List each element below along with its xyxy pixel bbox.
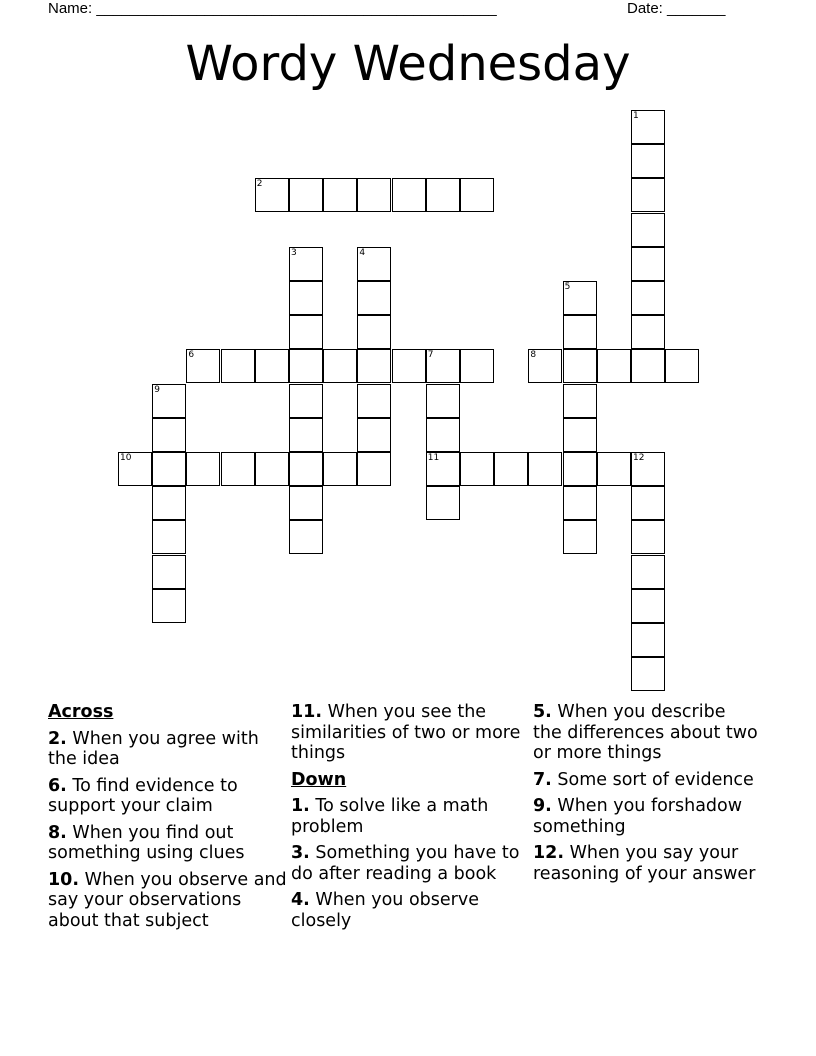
clues-column-1 <box>48 702 288 937</box>
grid-cell[interactable] <box>289 315 323 349</box>
grid-cell[interactable] <box>152 555 186 589</box>
grid-cell[interactable] <box>289 349 323 383</box>
grid-cell[interactable] <box>460 349 494 383</box>
clue-number: 6 <box>188 350 195 361</box>
grid-cell[interactable] <box>221 452 255 486</box>
clue-number: 9 <box>154 384 160 395</box>
grid-cell[interactable] <box>631 349 665 383</box>
clues-column-2 <box>291 702 531 937</box>
grid-cell[interactable] <box>631 315 665 349</box>
clue-down-12: 12. When you say your reasoning of your answer <box>533 843 756 884</box>
grid-cell[interactable] <box>426 384 460 418</box>
grid-cell[interactable] <box>152 418 186 452</box>
grid-cell[interactable] <box>426 418 460 452</box>
grid-cell[interactable] <box>631 520 665 554</box>
clue-across-6: 6. To find evidence to support your claim <box>48 775 238 816</box>
grid-cell[interactable] <box>152 486 186 520</box>
grid-cell[interactable] <box>631 589 665 623</box>
grid-cell[interactable] <box>323 452 357 486</box>
grid-cell[interactable] <box>289 281 323 315</box>
grid-cell[interactable] <box>323 178 357 212</box>
clue-number: 8 <box>530 350 537 361</box>
grid-cell[interactable] <box>221 349 255 383</box>
clue-down-1: 1. To solve like a math problem <box>291 796 489 837</box>
grid-cell[interactable] <box>152 520 186 554</box>
grid-cell[interactable] <box>631 281 665 315</box>
clue-number: 12 <box>633 453 645 463</box>
grid-cell[interactable] <box>631 144 665 178</box>
clue-number: 1 <box>633 111 639 121</box>
grid-cell[interactable] <box>289 452 323 486</box>
across-heading: Across <box>48 702 114 722</box>
grid-cell[interactable] <box>357 384 391 418</box>
grid-cell[interactable] <box>563 384 597 418</box>
grid-cell[interactable] <box>357 452 391 486</box>
date-field[interactable]: Date: _______ <box>627 0 726 17</box>
grid-cell[interactable] <box>289 520 323 554</box>
grid-cell[interactable] <box>563 486 597 520</box>
clue-down-5: 5. When you describe the differences about two or more things <box>533 702 758 763</box>
clue-down-9: 9. When you forshadow something <box>533 796 743 837</box>
grid-cell[interactable] <box>255 452 289 486</box>
clue-number: 7 <box>427 350 434 361</box>
clue-number: 3 <box>291 247 297 258</box>
grid-cell[interactable] <box>563 418 597 452</box>
grid-cell[interactable] <box>392 178 426 212</box>
grid-cell[interactable] <box>563 452 597 486</box>
grid-cell[interactable] <box>563 349 597 383</box>
clue-across-8: 8. When you find out something using clues <box>48 822 245 863</box>
grid-cell[interactable] <box>528 452 562 486</box>
grid-cell[interactable] <box>460 178 494 212</box>
grid-cell[interactable] <box>289 418 323 452</box>
grid-cell[interactable] <box>631 657 665 691</box>
clue-number: 10 <box>120 453 132 463</box>
grid-cell[interactable] <box>460 452 494 486</box>
grid-cell[interactable] <box>357 178 391 212</box>
grid-cell[interactable] <box>357 315 391 349</box>
grid-cell[interactable] <box>323 349 357 383</box>
grid-cell[interactable] <box>631 486 665 520</box>
grid-cell[interactable] <box>289 178 323 212</box>
grid-cell[interactable] <box>152 384 186 418</box>
grid-cell[interactable] <box>631 247 665 281</box>
clue-number: 5 <box>564 282 571 292</box>
grid-cell[interactable] <box>631 213 665 247</box>
grid-cell[interactable] <box>118 452 152 486</box>
grid-cell[interactable] <box>357 349 391 383</box>
grid-cell[interactable] <box>426 178 460 212</box>
grid-cell[interactable] <box>665 349 699 383</box>
page-title: Wordy Wednesday <box>185 36 631 92</box>
grid-cell[interactable] <box>597 452 631 486</box>
grid-cell[interactable] <box>255 349 289 383</box>
grid-cell[interactable] <box>563 315 597 349</box>
grid-cell[interactable] <box>186 452 220 486</box>
grid-cell[interactable] <box>426 349 460 383</box>
grid-cell[interactable] <box>631 452 665 486</box>
grid-cell[interactable] <box>289 384 323 418</box>
grid-cell[interactable] <box>494 452 528 486</box>
clue-number: 11 <box>427 453 440 463</box>
grid-cell[interactable] <box>392 349 426 383</box>
grid-cell[interactable] <box>152 452 186 486</box>
grid-cell[interactable] <box>357 247 391 281</box>
grid-cell[interactable] <box>631 623 665 657</box>
clue-number: 4 <box>359 247 366 258</box>
grid-cell[interactable] <box>357 281 391 315</box>
down-heading: Down <box>291 769 347 790</box>
grid-cell[interactable] <box>631 110 665 144</box>
grid-cell[interactable] <box>426 452 460 486</box>
clue-down-3: 3. Something you have to do after reading a book <box>291 843 520 884</box>
clue-across-10: 10. When you observe and say your observations about that subject <box>48 869 287 931</box>
grid-cell[interactable] <box>597 349 631 383</box>
grid-cell[interactable] <box>289 247 323 281</box>
grid-cell[interactable] <box>289 486 323 520</box>
grid-cell[interactable] <box>255 178 289 212</box>
grid-cell[interactable] <box>631 178 665 212</box>
name-field[interactable]: Name: ________________________________________________ <box>48 0 497 17</box>
clues-column-3 <box>533 702 758 890</box>
clue-number: 2 <box>256 179 263 190</box>
clue-down-7: 7. Some sort of evidence <box>533 769 754 790</box>
grid-cell[interactable] <box>631 555 665 589</box>
clue-across-11: 11. When you see the similarities of two or more things <box>291 702 521 763</box>
clue-down-4: 4. When you observe closely <box>291 890 479 931</box>
grid-cell[interactable] <box>563 520 597 554</box>
clue-across-2: 2. When you agree with the idea <box>48 728 259 769</box>
grid-cell[interactable] <box>528 349 562 383</box>
grid-cell[interactable] <box>357 418 391 452</box>
grid-cell[interactable] <box>426 486 460 520</box>
grid-cell[interactable] <box>152 589 186 623</box>
grid-cell[interactable] <box>563 281 597 315</box>
grid-cell[interactable] <box>186 349 220 383</box>
